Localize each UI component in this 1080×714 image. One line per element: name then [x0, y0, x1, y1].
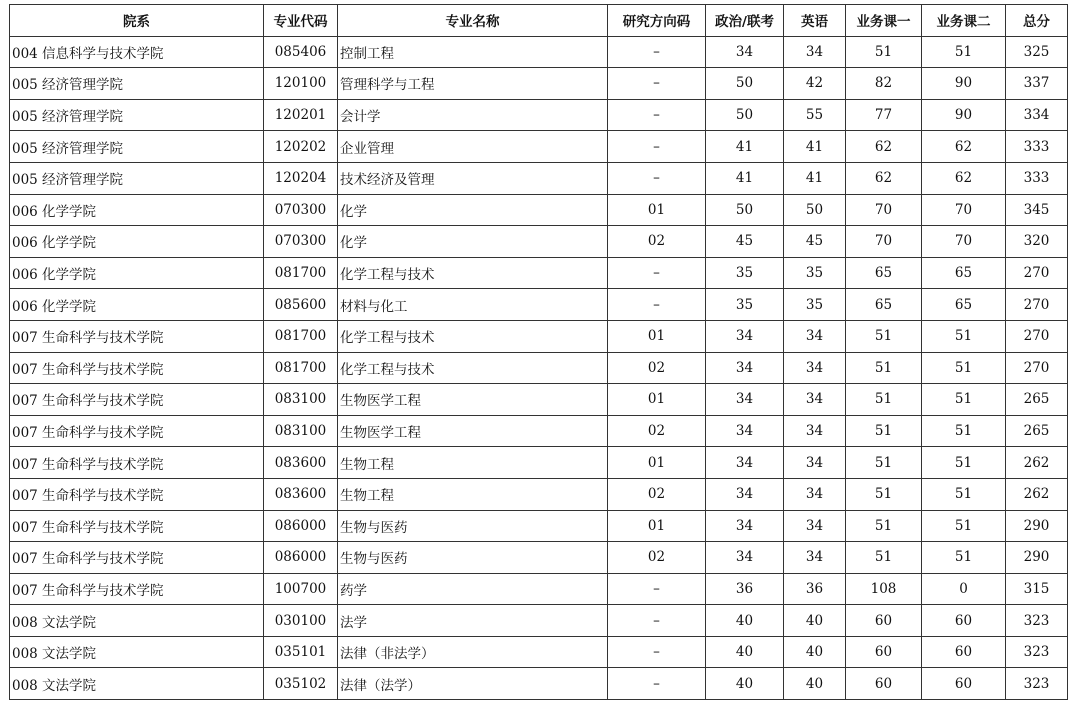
english-score-cell: 55 — [784, 99, 846, 131]
major-name-cell: 化学工程与技术 — [338, 352, 608, 384]
research-direction-cell: – — [608, 36, 706, 68]
research-direction-cell: 01 — [608, 194, 706, 226]
research-direction-cell: – — [608, 99, 706, 131]
subject-two-score-cell: 60 — [922, 668, 1006, 700]
department-cell: 007 生命科学与技术学院 — [10, 447, 264, 479]
major-code-cell: 085406 — [264, 36, 338, 68]
english-score-cell: 36 — [784, 573, 846, 605]
politics-score-cell: 40 — [706, 636, 784, 668]
major-code-cell: 035101 — [264, 636, 338, 668]
research-direction-cell: 01 — [608, 510, 706, 542]
subject-two-score-cell: 51 — [922, 510, 1006, 542]
subject-two-score-cell: 65 — [922, 289, 1006, 321]
total-score-cell: 270 — [1006, 320, 1068, 352]
table-row — [10, 194, 1068, 226]
total-score-cell: 323 — [1006, 668, 1068, 700]
major-code-cell: 081700 — [264, 320, 338, 352]
english-score-cell: 40 — [784, 636, 846, 668]
subject-two-score-cell: 60 — [922, 605, 1006, 637]
score-table-container — [9, 4, 1068, 700]
table-row — [10, 636, 1068, 668]
subject-two-score-cell: 51 — [922, 447, 1006, 479]
table-row — [10, 289, 1068, 321]
english-score-cell: 35 — [784, 289, 846, 321]
header-research-direction: 研究方向码 — [608, 5, 706, 37]
subject-two-score-cell: 51 — [922, 478, 1006, 510]
header-major-code: 专业代码 — [264, 5, 338, 37]
subject-two-score-cell: 0 — [922, 573, 1006, 605]
table-row — [10, 605, 1068, 637]
major-name-cell: 生物与医药 — [338, 542, 608, 574]
total-score-cell: 290 — [1006, 542, 1068, 574]
department-cell: 005 经济管理学院 — [10, 68, 264, 100]
department-cell: 005 经济管理学院 — [10, 131, 264, 163]
department-cell: 005 经济管理学院 — [10, 162, 264, 194]
department-cell: 004 信息科学与技术学院 — [10, 36, 264, 68]
english-score-cell: 34 — [784, 510, 846, 542]
table-body — [10, 36, 1068, 699]
total-score-cell: 270 — [1006, 352, 1068, 384]
major-name-cell: 法律（法学） — [338, 668, 608, 700]
subject-two-score-cell: 51 — [922, 352, 1006, 384]
header-subject-one: 业务课一 — [846, 5, 922, 37]
subject-two-score-cell: 70 — [922, 226, 1006, 258]
research-direction-cell: – — [608, 257, 706, 289]
subject-one-score-cell: 60 — [846, 605, 922, 637]
total-score-cell: 262 — [1006, 447, 1068, 479]
subject-two-score-cell: 62 — [922, 162, 1006, 194]
subject-one-score-cell: 51 — [846, 352, 922, 384]
english-score-cell: 50 — [784, 194, 846, 226]
politics-score-cell: 36 — [706, 573, 784, 605]
major-name-cell: 化学 — [338, 226, 608, 258]
english-score-cell: 34 — [784, 478, 846, 510]
major-code-cell: 081700 — [264, 257, 338, 289]
subject-one-score-cell: 70 — [846, 194, 922, 226]
table-row — [10, 384, 1068, 416]
politics-score-cell: 34 — [706, 510, 784, 542]
total-score-cell: 333 — [1006, 162, 1068, 194]
research-direction-cell: 02 — [608, 415, 706, 447]
table-row — [10, 352, 1068, 384]
total-score-cell: 337 — [1006, 68, 1068, 100]
research-direction-cell: – — [608, 605, 706, 637]
subject-two-score-cell: 62 — [922, 131, 1006, 163]
research-direction-cell: 01 — [608, 447, 706, 479]
department-cell: 008 文法学院 — [10, 668, 264, 700]
subject-one-score-cell: 51 — [846, 478, 922, 510]
total-score-cell: 265 — [1006, 415, 1068, 447]
research-direction-cell: 02 — [608, 352, 706, 384]
politics-score-cell: 34 — [706, 320, 784, 352]
english-score-cell: 40 — [784, 668, 846, 700]
subject-one-score-cell: 77 — [846, 99, 922, 131]
department-cell: 006 化学学院 — [10, 226, 264, 258]
subject-one-score-cell: 62 — [846, 131, 922, 163]
politics-score-cell: 40 — [706, 668, 784, 700]
english-score-cell: 34 — [784, 384, 846, 416]
english-score-cell: 34 — [784, 415, 846, 447]
politics-score-cell: 34 — [706, 384, 784, 416]
english-score-cell: 45 — [784, 226, 846, 258]
major-code-cell: 083600 — [264, 478, 338, 510]
major-code-cell: 120100 — [264, 68, 338, 100]
header-row — [10, 5, 1068, 37]
research-direction-cell: – — [608, 636, 706, 668]
politics-score-cell: 34 — [706, 447, 784, 479]
major-name-cell: 生物医学工程 — [338, 415, 608, 447]
subject-one-score-cell: 108 — [846, 573, 922, 605]
major-name-cell: 材料与化工 — [338, 289, 608, 321]
research-direction-cell: – — [608, 573, 706, 605]
subject-two-score-cell: 51 — [922, 415, 1006, 447]
subject-two-score-cell: 90 — [922, 68, 1006, 100]
department-cell: 007 生命科学与技术学院 — [10, 478, 264, 510]
politics-score-cell: 34 — [706, 478, 784, 510]
politics-score-cell: 34 — [706, 542, 784, 574]
table-row — [10, 542, 1068, 574]
politics-score-cell: 35 — [706, 289, 784, 321]
department-cell: 007 生命科学与技术学院 — [10, 352, 264, 384]
politics-score-cell: 34 — [706, 415, 784, 447]
score-table — [9, 4, 1068, 700]
total-score-cell: 323 — [1006, 605, 1068, 637]
total-score-cell: 265 — [1006, 384, 1068, 416]
english-score-cell: 34 — [784, 447, 846, 479]
major-code-cell: 030100 — [264, 605, 338, 637]
english-score-cell: 34 — [784, 542, 846, 574]
table-row — [10, 668, 1068, 700]
header-subject-two: 业务课二 — [922, 5, 1006, 37]
research-direction-cell: 01 — [608, 320, 706, 352]
subject-one-score-cell: 82 — [846, 68, 922, 100]
research-direction-cell: – — [608, 289, 706, 321]
english-score-cell: 34 — [784, 320, 846, 352]
research-direction-cell: 02 — [608, 478, 706, 510]
politics-score-cell: 50 — [706, 194, 784, 226]
subject-one-score-cell: 51 — [846, 384, 922, 416]
header-total: 总分 — [1006, 5, 1068, 37]
subject-one-score-cell: 60 — [846, 636, 922, 668]
subject-one-score-cell: 51 — [846, 447, 922, 479]
department-cell: 007 生命科学与技术学院 — [10, 320, 264, 352]
subject-two-score-cell: 51 — [922, 320, 1006, 352]
table-row — [10, 36, 1068, 68]
department-cell: 007 生命科学与技术学院 — [10, 573, 264, 605]
major-name-cell: 药学 — [338, 573, 608, 605]
english-score-cell: 34 — [784, 36, 846, 68]
department-cell: 006 化学学院 — [10, 289, 264, 321]
major-code-cell: 070300 — [264, 226, 338, 258]
total-score-cell: 345 — [1006, 194, 1068, 226]
politics-score-cell: 45 — [706, 226, 784, 258]
politics-score-cell: 50 — [706, 68, 784, 100]
department-cell: 005 经济管理学院 — [10, 99, 264, 131]
politics-score-cell: 41 — [706, 162, 784, 194]
header-politics: 政治/联考 — [706, 5, 784, 37]
table-row — [10, 320, 1068, 352]
table-row — [10, 573, 1068, 605]
table-row — [10, 226, 1068, 258]
major-name-cell: 法学 — [338, 605, 608, 637]
english-score-cell: 34 — [784, 352, 846, 384]
major-name-cell: 法律（非法学） — [338, 636, 608, 668]
major-code-cell: 070300 — [264, 194, 338, 226]
table-row — [10, 447, 1068, 479]
english-score-cell: 40 — [784, 605, 846, 637]
table-row — [10, 478, 1068, 510]
table-row — [10, 510, 1068, 542]
major-name-cell: 生物与医药 — [338, 510, 608, 542]
total-score-cell: 270 — [1006, 257, 1068, 289]
major-name-cell: 企业管理 — [338, 131, 608, 163]
major-name-cell: 化学工程与技术 — [338, 320, 608, 352]
subject-two-score-cell: 65 — [922, 257, 1006, 289]
major-code-cell: 100700 — [264, 573, 338, 605]
subject-one-score-cell: 51 — [846, 320, 922, 352]
politics-score-cell: 34 — [706, 352, 784, 384]
table-row — [10, 415, 1068, 447]
subject-two-score-cell: 51 — [922, 542, 1006, 574]
major-name-cell: 会计学 — [338, 99, 608, 131]
total-score-cell: 334 — [1006, 99, 1068, 131]
department-cell: 007 生命科学与技术学院 — [10, 542, 264, 574]
department-cell: 006 化学学院 — [10, 257, 264, 289]
department-cell: 007 生命科学与技术学院 — [10, 384, 264, 416]
major-name-cell: 生物医学工程 — [338, 384, 608, 416]
department-cell: 008 文法学院 — [10, 636, 264, 668]
subject-two-score-cell: 51 — [922, 384, 1006, 416]
subject-two-score-cell: 60 — [922, 636, 1006, 668]
english-score-cell: 42 — [784, 68, 846, 100]
header-major-name: 专业名称 — [338, 5, 608, 37]
subject-one-score-cell: 51 — [846, 542, 922, 574]
subject-two-score-cell: 90 — [922, 99, 1006, 131]
header-department: 院系 — [10, 5, 264, 37]
subject-one-score-cell: 65 — [846, 257, 922, 289]
department-cell: 006 化学学院 — [10, 194, 264, 226]
major-code-cell: 081700 — [264, 352, 338, 384]
politics-score-cell: 41 — [706, 131, 784, 163]
major-code-cell: 085600 — [264, 289, 338, 321]
subject-one-score-cell: 51 — [846, 510, 922, 542]
research-direction-cell: – — [608, 162, 706, 194]
major-code-cell: 086000 — [264, 510, 338, 542]
subject-one-score-cell: 51 — [846, 36, 922, 68]
subject-one-score-cell: 70 — [846, 226, 922, 258]
major-name-cell: 化学 — [338, 194, 608, 226]
research-direction-cell: 02 — [608, 226, 706, 258]
department-cell: 007 生命科学与技术学院 — [10, 510, 264, 542]
table-row — [10, 162, 1068, 194]
total-score-cell: 325 — [1006, 36, 1068, 68]
total-score-cell: 290 — [1006, 510, 1068, 542]
total-score-cell: 270 — [1006, 289, 1068, 321]
research-direction-cell: – — [608, 68, 706, 100]
table-row — [10, 257, 1068, 289]
research-direction-cell: 01 — [608, 384, 706, 416]
english-score-cell: 41 — [784, 131, 846, 163]
research-direction-cell: – — [608, 668, 706, 700]
major-code-cell: 120202 — [264, 131, 338, 163]
politics-score-cell: 35 — [706, 257, 784, 289]
research-direction-cell: 02 — [608, 542, 706, 574]
total-score-cell: 315 — [1006, 573, 1068, 605]
header-english: 英语 — [784, 5, 846, 37]
major-name-cell: 技术经济及管理 — [338, 162, 608, 194]
subject-two-score-cell: 70 — [922, 194, 1006, 226]
english-score-cell: 41 — [784, 162, 846, 194]
table-row — [10, 99, 1068, 131]
total-score-cell: 323 — [1006, 636, 1068, 668]
politics-score-cell: 40 — [706, 605, 784, 637]
major-name-cell: 控制工程 — [338, 36, 608, 68]
total-score-cell: 333 — [1006, 131, 1068, 163]
department-cell: 008 文法学院 — [10, 605, 264, 637]
major-code-cell: 086000 — [264, 542, 338, 574]
department-cell: 007 生命科学与技术学院 — [10, 415, 264, 447]
table-row — [10, 68, 1068, 100]
subject-one-score-cell: 65 — [846, 289, 922, 321]
subject-two-score-cell: 51 — [922, 36, 1006, 68]
major-name-cell: 管理科学与工程 — [338, 68, 608, 100]
major-code-cell: 120201 — [264, 99, 338, 131]
subject-one-score-cell: 60 — [846, 668, 922, 700]
major-name-cell: 生物工程 — [338, 478, 608, 510]
table-row — [10, 131, 1068, 163]
major-code-cell: 083600 — [264, 447, 338, 479]
major-name-cell: 生物工程 — [338, 447, 608, 479]
major-code-cell: 035102 — [264, 668, 338, 700]
major-code-cell: 083100 — [264, 384, 338, 416]
major-name-cell: 化学工程与技术 — [338, 257, 608, 289]
total-score-cell: 320 — [1006, 226, 1068, 258]
total-score-cell: 262 — [1006, 478, 1068, 510]
politics-score-cell: 34 — [706, 36, 784, 68]
subject-one-score-cell: 51 — [846, 415, 922, 447]
major-code-cell: 120204 — [264, 162, 338, 194]
politics-score-cell: 50 — [706, 99, 784, 131]
subject-one-score-cell: 62 — [846, 162, 922, 194]
english-score-cell: 35 — [784, 257, 846, 289]
research-direction-cell: – — [608, 131, 706, 163]
major-code-cell: 083100 — [264, 415, 338, 447]
